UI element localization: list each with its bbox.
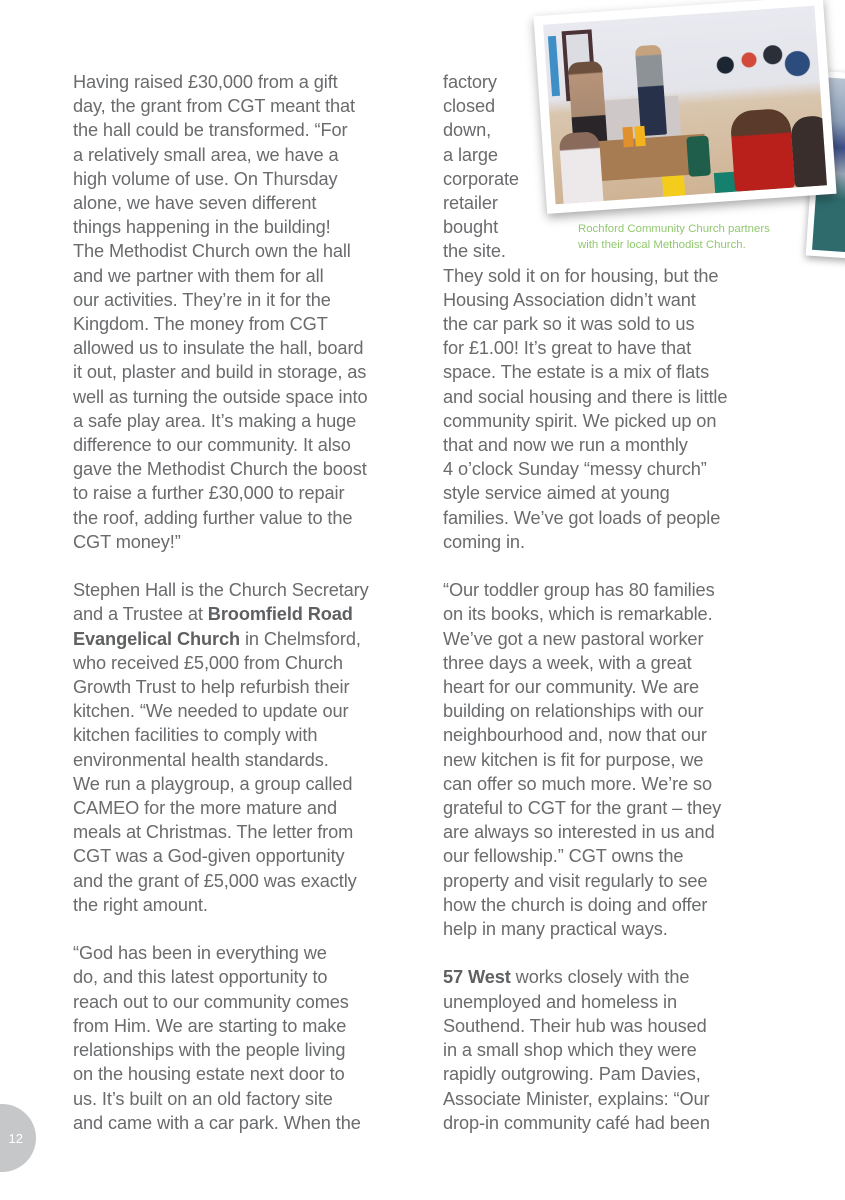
- organisation-name-bold: 57 West: [443, 967, 511, 988]
- text-line: can offer so much more. We’re so: [443, 773, 713, 794]
- text-line: Housing Association didn’t want: [443, 289, 696, 310]
- text-line: CGT was a God-given opportunity: [73, 846, 345, 867]
- text-line: unemployed and homeless in: [443, 991, 677, 1012]
- text-line: our activities. They’re in it for the: [73, 289, 331, 310]
- text-line: alone, we have seven different: [73, 193, 317, 214]
- text-line: on its books, which is remarkable.: [443, 604, 713, 625]
- page-number-badge: [0, 1104, 36, 1172]
- text-segment: in Chelmsford,: [240, 628, 361, 649]
- text-line: who received £5,000 from Church: [73, 652, 343, 673]
- text-line: [73, 627, 413, 651]
- text-line: do, and this latest opportunity to: [73, 967, 328, 988]
- text-line: corporate: [443, 168, 519, 189]
- church-name-bold: Evangelical Church: [73, 628, 240, 649]
- text-line: Having raised £30,000 from a gift: [73, 72, 338, 92]
- text-line: Southend. Their hub was housed: [443, 1015, 707, 1036]
- text-line: that and now we run a monthly: [443, 435, 688, 456]
- text-line: well as turning the outside space into: [73, 386, 368, 407]
- text-line: on the housing estate next door to: [73, 1064, 345, 1085]
- text-segment: works closely with the: [510, 967, 690, 988]
- text-line: heart for our community. We are: [443, 677, 699, 698]
- text-line: for £1.00! It’s great to have that: [443, 338, 692, 359]
- text-line: allowed us to insulate the hall, board: [73, 338, 364, 359]
- paragraph-factory: [443, 70, 783, 554]
- text-line: Stephen Hall is the Church Secretary: [73, 580, 369, 601]
- text-line: the car park so it was sold to us: [443, 314, 695, 335]
- text-line: building on relationships with our: [443, 701, 704, 722]
- text-line: factory: [443, 72, 497, 92]
- text-line: “God has been in everything we: [73, 943, 327, 964]
- text-line: Growth Trust to help refurbish their: [73, 677, 350, 698]
- text-line: are always so interested in us and: [443, 822, 715, 843]
- text-line: to raise a further £30,000 to repair: [73, 483, 345, 504]
- text-line: [73, 602, 413, 626]
- text-line: closed: [443, 96, 495, 117]
- text-line: down,: [443, 120, 492, 141]
- text-line: high volume of use. On Thursday: [73, 168, 338, 189]
- text-line: families. We’ve got loads of people: [443, 507, 721, 528]
- photo-caption-line: Rochford Community Church partners: [578, 223, 770, 235]
- text-line: neighbourhood and, now that our: [443, 725, 707, 746]
- text-line: and we partner with them for all: [73, 265, 324, 286]
- text-line: They sold it on for housing, but the: [443, 265, 719, 286]
- text-line: rapidly outgrowing. Pam Davies,: [443, 1064, 701, 1085]
- text-line: how the church is doing and offer: [443, 894, 708, 915]
- photo-caption-line: with their local Methodist Church.: [578, 239, 746, 251]
- text-segment: and a Trustee at: [73, 604, 208, 625]
- text-line: CGT money!”: [73, 531, 181, 552]
- text-line: the hall could be transformed. “For: [73, 120, 348, 141]
- paragraph-toddler-group: [443, 578, 783, 941]
- text-line: coming in.: [443, 531, 525, 552]
- paragraph-broomfield: [73, 578, 413, 917]
- text-line: bought: [443, 217, 499, 238]
- text-line: CAMEO for the more mature and: [73, 798, 337, 819]
- page-number: 12: [8, 1130, 23, 1146]
- text-line: reach out to our community comes: [73, 991, 349, 1012]
- paragraph-rochford: [73, 70, 413, 554]
- text-line: kitchen facilities to comply with: [73, 725, 318, 746]
- paragraph-quote-god: [73, 941, 413, 1135]
- text-line: Kingdom. The money from CGT: [73, 314, 328, 335]
- text-line: a safe play area. It’s making a huge: [73, 410, 357, 431]
- text-line: We run a playgroup, a group called: [73, 773, 353, 794]
- text-line: environmental health standards.: [73, 749, 329, 770]
- text-line: and the grant of £5,000 was exactly: [73, 870, 357, 891]
- text-line: kitchen. “We needed to update our: [73, 701, 349, 722]
- paragraph-57-west: [443, 965, 783, 1134]
- text-line: us. It’s built on an old factory site: [73, 1088, 333, 1109]
- text-line: space. The estate is a mix of flats: [443, 362, 710, 383]
- text-line: a large: [443, 144, 498, 165]
- text-line: We’ve got a new pastoral worker: [443, 628, 704, 649]
- text-line: style service aimed at young: [443, 483, 670, 504]
- text-line: it out, plaster and build in storage, as: [73, 362, 367, 383]
- text-line: and social housing and there is little: [443, 386, 728, 407]
- text-line: The Methodist Church own the hall: [73, 241, 351, 262]
- text-line: relationships with the people living: [73, 1040, 346, 1061]
- text-line: and came with a car park. When the: [73, 1112, 361, 1133]
- right-column: [443, 70, 783, 1135]
- text-line: meals at Christmas. The letter from: [73, 822, 354, 843]
- text-line: 4 o’clock Sunday “messy church”: [443, 459, 707, 480]
- text-line: a relatively small area, we have a: [73, 144, 339, 165]
- text-line: day, the grant from CGT meant that: [73, 96, 356, 117]
- text-line: [443, 965, 783, 989]
- text-line: grateful to CGT for the grant – they: [443, 798, 722, 819]
- text-line: “Our toddler group has 80 families: [443, 580, 715, 601]
- text-line: in a small shop which they were: [443, 1040, 697, 1061]
- text-line: gave the Methodist Church the boost: [73, 459, 367, 480]
- text-line: three days a week, with a great: [443, 652, 692, 673]
- text-line: community spirit. We picked up on: [443, 410, 717, 431]
- text-line: things happening in the building!: [73, 217, 331, 238]
- text-line: our fellowship.” CGT owns the: [443, 846, 684, 867]
- text-line: the roof, adding further value to the: [73, 507, 353, 528]
- text-line: retailer: [443, 193, 498, 214]
- left-column: [73, 70, 413, 1135]
- text-line: new kitchen is fit for purpose, we: [443, 749, 704, 770]
- text-line: difference to our community. It also: [73, 435, 351, 456]
- text-line: property and visit regularly to see: [443, 870, 708, 891]
- church-name-bold: Broomfield Road: [207, 604, 353, 625]
- text-line: drop-in community café had been: [443, 1112, 710, 1133]
- text-line: the right amount.: [73, 894, 208, 915]
- text-line: help in many practical ways.: [443, 919, 668, 940]
- text-line: the site.: [443, 241, 506, 262]
- text-line: Associate Minister, explains: “Our: [443, 1088, 710, 1109]
- text-line: from Him. We are starting to make: [73, 1015, 347, 1036]
